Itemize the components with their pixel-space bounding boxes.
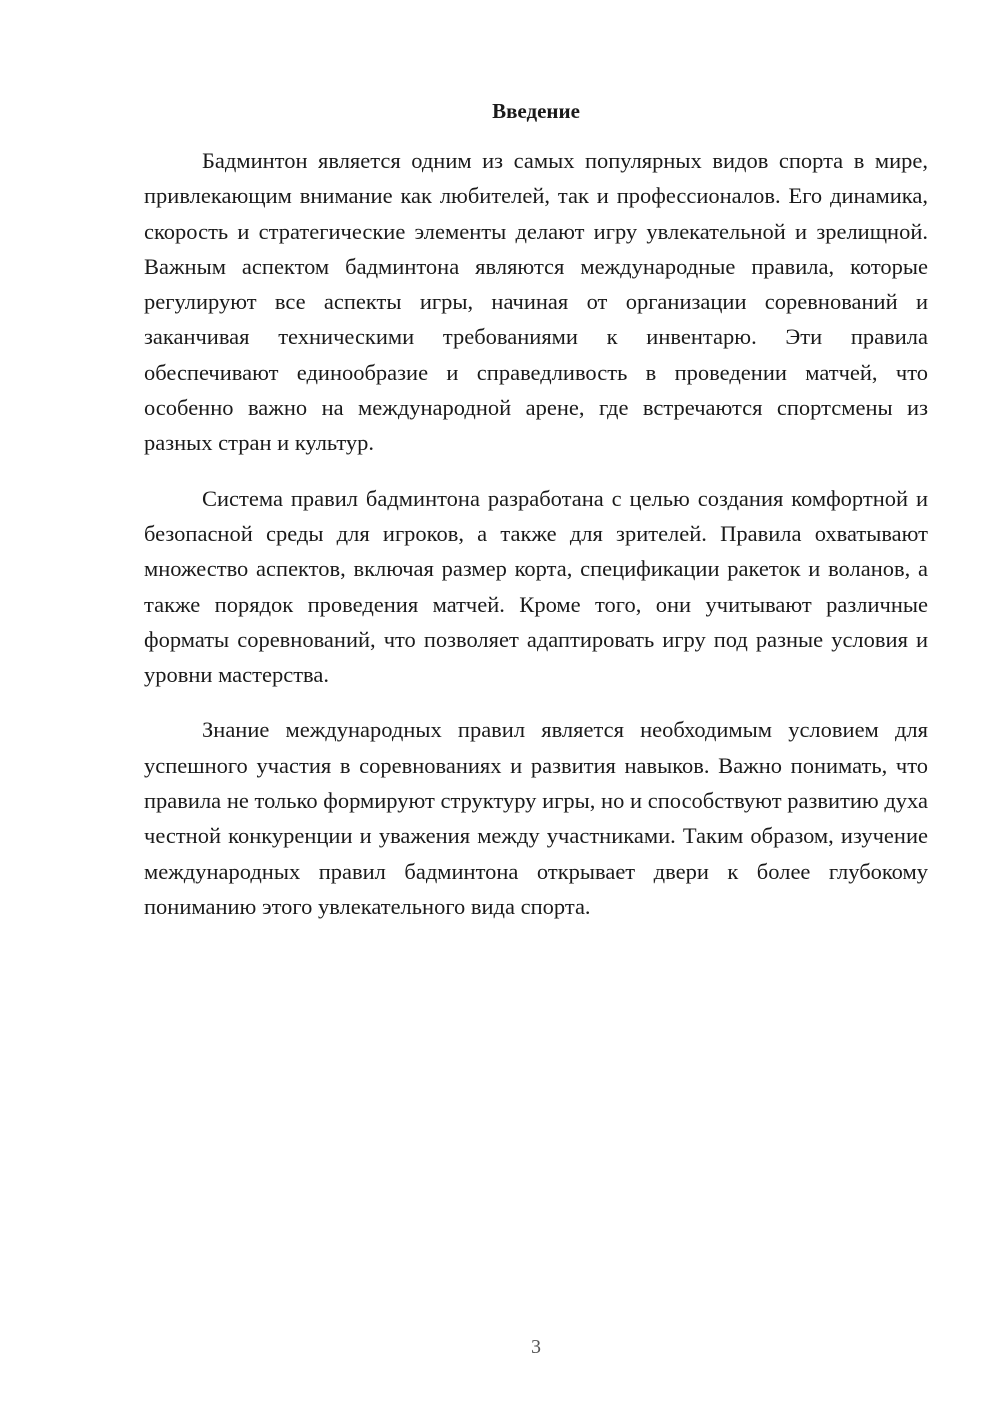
section-title: Введение [492, 99, 580, 123]
page-number: 3 [531, 1336, 541, 1358]
paragraph: Знание международных правил является необходимым условием для успешного участия в соревнованиях и развития навыков. Важно понимать, что правила не только формируют структуру игры, но и способствуют развитию духа честной конкуренции и уважения между участниками. Таким образом, изучение международных правил бадминтона открывает двери к более глубокому пониманию этого увлекательного вида спорта. [144, 717, 928, 919]
paragraph: Бадминтон является одним из самых популярных видов спорта в мире, привлекающим внимание как любителей, так и профессионалов. Его динамика, скорость и стратегические элементы делают игру увлекательной и зрелищной. Важным аспектом бадминтона являются международные правила, которые регулируют все аспекты игры, начиная от организации соревнований и заканчивая техническими требованиями к инвентарю. Эти правила обеспечивают единообразие и справедливость в проведении матчей, что особенно важно на международной арене, где встречаются спортсмены из разных стран и культур. [144, 148, 928, 456]
paragraph: Система правил бадминтона разработана с целью создания комфортной и безопасной среды для игроков, а также для зрителей. Правила охватывают множество аспектов, включая размер корта, спецификации ракеток и воланов, а также порядок проведения матчей. Кроме того, они учитывают различные форматы соревнований, что позволяет адаптировать игру под разные условия и уровни мастерства. [144, 485, 928, 688]
body-text [144, 143, 928, 944]
